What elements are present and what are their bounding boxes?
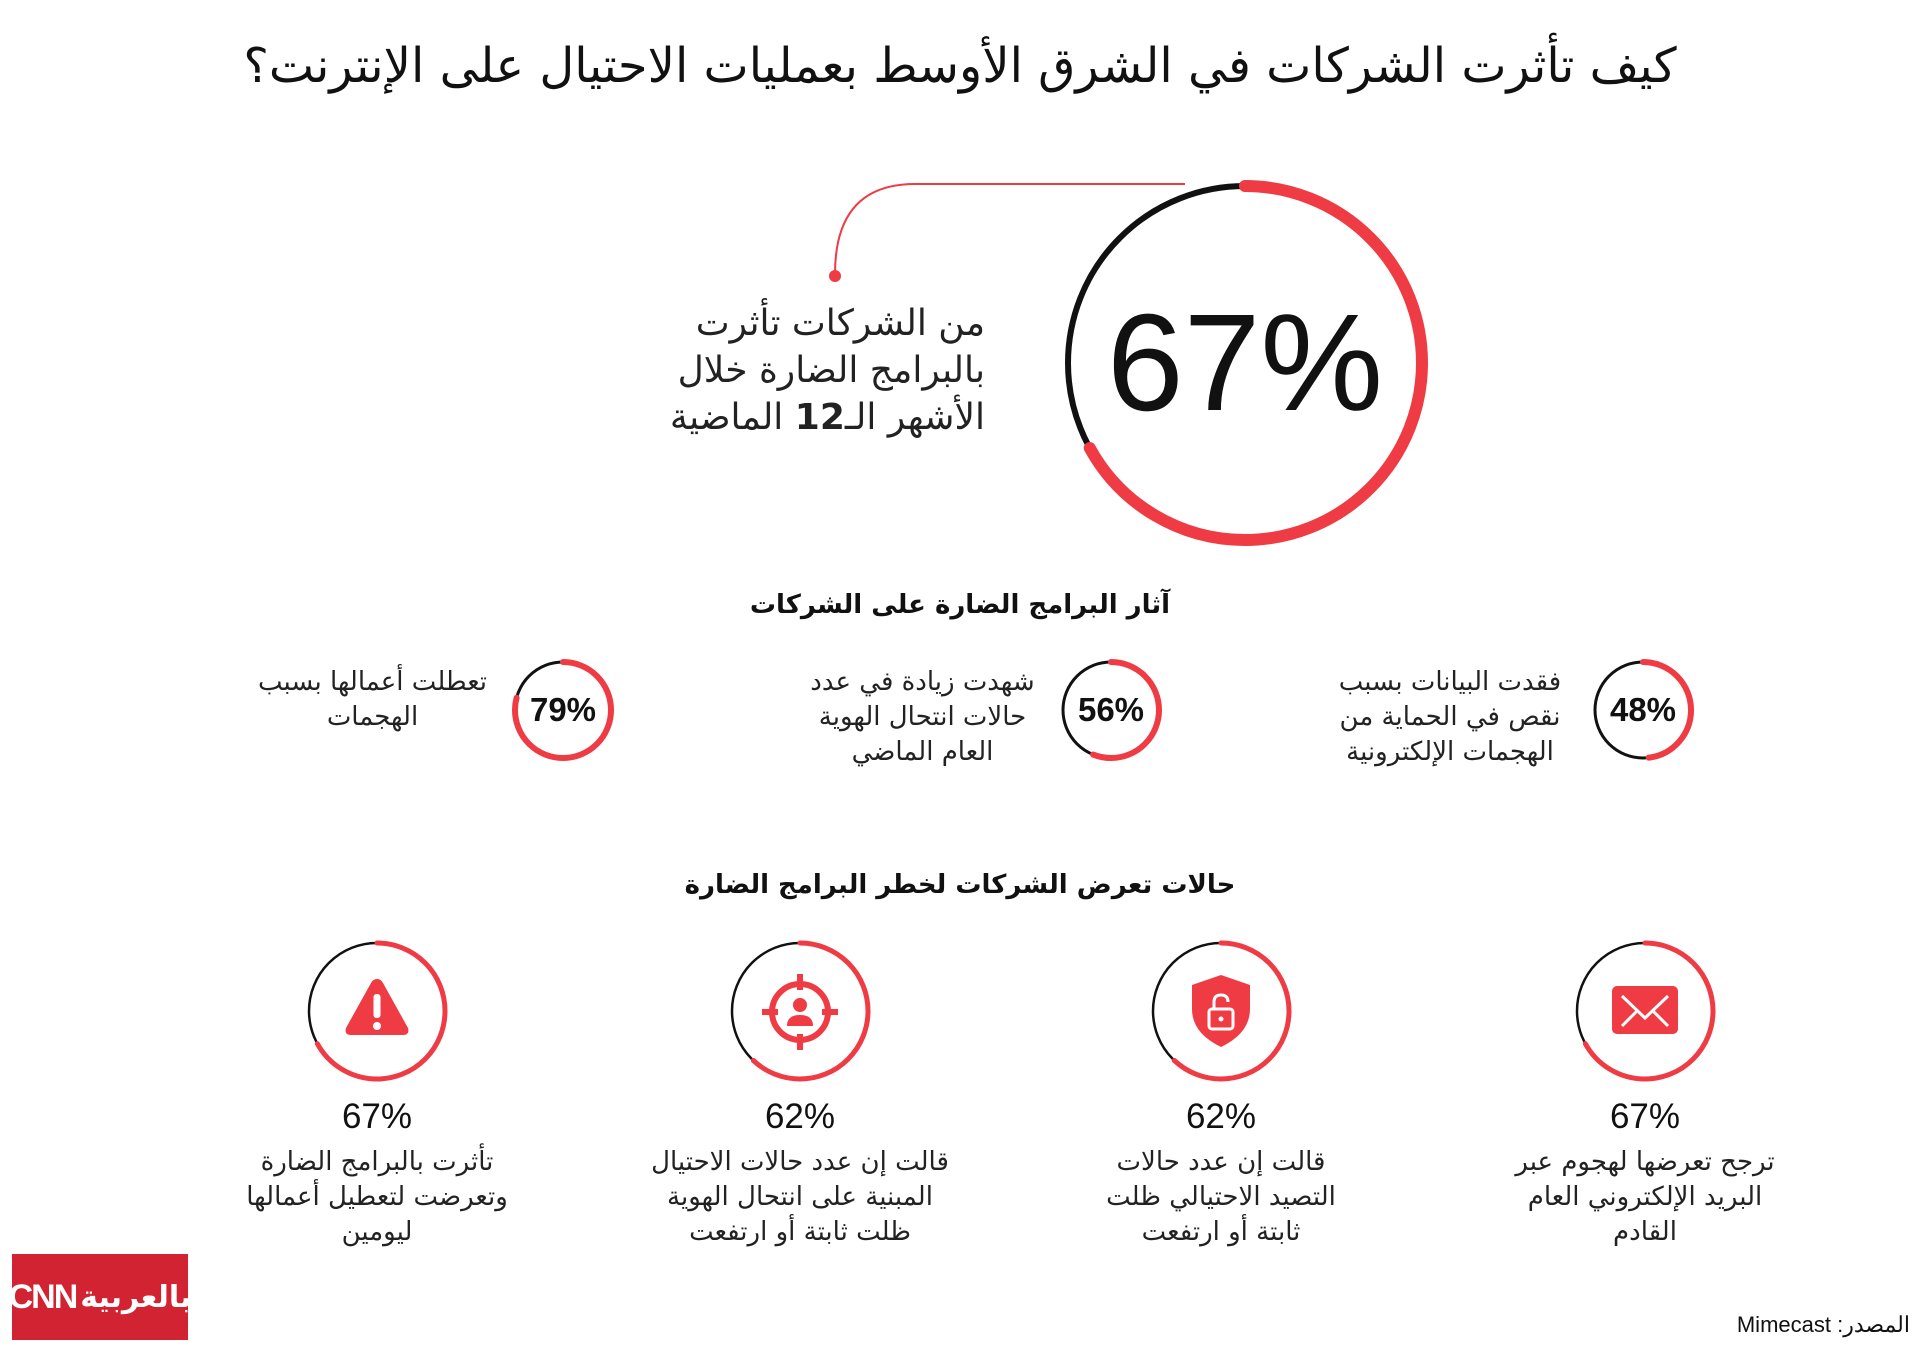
risk-text-line: ليومين [341, 1217, 413, 1247]
risk-percentage-email: 67% [1609, 1097, 1681, 1136]
risk-text-line: البريد الإلكتروني العام [1527, 1182, 1763, 1212]
shield-unlock-icon [1188, 973, 1254, 1049]
envelope-icon [1610, 978, 1680, 1044]
risk-text-email [1485, 1145, 1805, 1250]
risk-text-line: المبنية على انتحال الهوية [667, 1182, 933, 1212]
hero-description-line-3 [640, 394, 985, 441]
logo-content [9, 1278, 192, 1317]
cnn-arabic-logo [8, 1254, 192, 1340]
effect-percentage-data-loss: 48% [1609, 691, 1677, 728]
effect-text-line: العام الماضي [851, 737, 994, 767]
risk-text-line: ظلت ثابتة أو ارتفعت [689, 1217, 911, 1247]
warning-icon [343, 976, 411, 1038]
effect-text-line: حالات انتحال الهوية [818, 702, 1027, 732]
hero-percentage: 67% [1106, 285, 1384, 440]
risks-section-title: حالات تعرض الشركات لخطر البرامج الضارة [684, 870, 1236, 900]
effect-text-line: تعطلت أعمالها بسبب [257, 667, 488, 697]
risk-text-line: التصيد الاحتيالي ظلت [1106, 1182, 1336, 1212]
effect-text-data-loss [1315, 665, 1585, 770]
effect-text-line: شهدت زيادة في عدد [810, 667, 1035, 697]
risk-text-line: ثابتة أو ارتفعت [1141, 1217, 1301, 1247]
hero-months-number: 12 [794, 397, 845, 438]
risk-text-line: القادم [1613, 1217, 1677, 1247]
hero-description [640, 300, 985, 441]
effects-section-title: آثار البرامج الضارة على الشركات [749, 590, 1171, 620]
risk-text-line: ترجح تعرضها لهجوم عبر [1515, 1147, 1775, 1177]
page-title: كيف تأثرت الشركات في الشرق الأوسط بعمليات الاحتيال على الإنترنت؟ [243, 38, 1677, 94]
risk-percentage-phishing: 62% [1185, 1097, 1257, 1136]
hero-months-suffix: الماضية [669, 397, 795, 438]
hero-months-prefix: الأشهر الـ [844, 397, 985, 438]
risk-percentage-malware-disruption: 67% [341, 1097, 413, 1136]
source-credit: المصدر: Mimecast [1736, 1312, 1910, 1337]
effect-text-business-disruption [240, 665, 505, 735]
effect-percentage-business-disruption: 79% [529, 691, 597, 728]
logo-cnn-text: CNN [8, 1277, 77, 1316]
risk-text-line: قالت إن عدد حالات الاحتيال [651, 1147, 949, 1177]
hero-description-line-2: بالبرامج الضارة خلال [677, 350, 985, 391]
logo-arabic-text: بالعربية [80, 1279, 192, 1315]
risk-text-impersonation [640, 1145, 960, 1250]
risk-text-line: تأثرت بالبرامج الضارة [260, 1147, 494, 1177]
risk-text-malware-disruption [217, 1145, 537, 1250]
effect-text-line: نقص في الحماية من [1339, 702, 1561, 732]
target-person-icon [758, 970, 842, 1054]
risk-text-phishing [1061, 1145, 1381, 1250]
risk-percentage-impersonation: 62% [764, 1097, 836, 1136]
hero-description-line-1: من الشركات تأثرت [695, 303, 985, 344]
risk-text-line: وتعرضت لتعطيل أعمالها [246, 1182, 508, 1212]
effect-text-line: الهجمات الإلكترونية [1346, 737, 1554, 767]
effect-text-line: الهجمات [326, 702, 419, 732]
risk-text-line: قالت إن عدد حالات [1116, 1147, 1326, 1177]
effect-percentage-identity-theft: 56% [1077, 691, 1145, 728]
effect-text-identity-theft [790, 665, 1055, 770]
effect-text-line: فقدت البيانات بسبب [1338, 667, 1562, 697]
